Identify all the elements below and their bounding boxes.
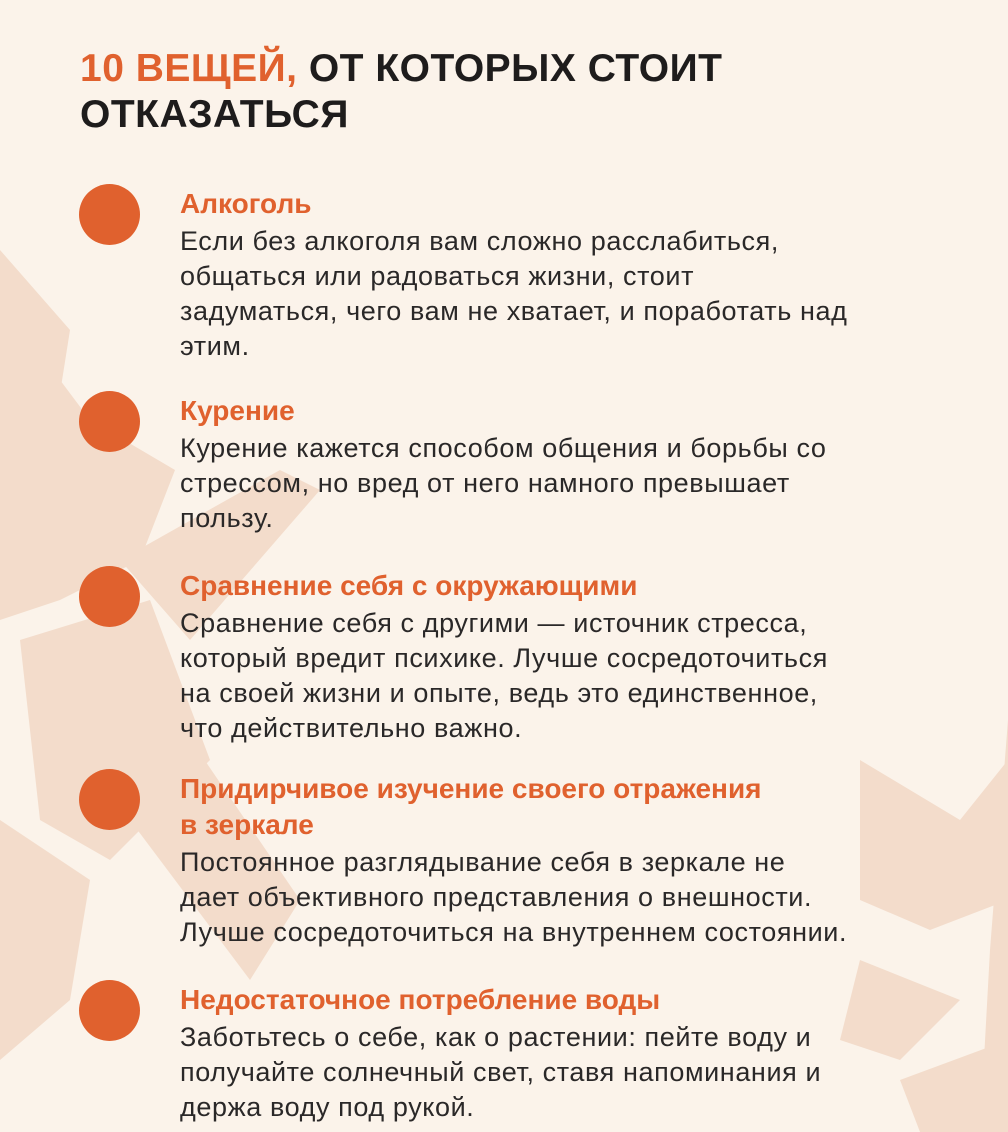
- page-title: [80, 46, 722, 138]
- item-title-line: Придирчивое изучение своего отражения: [180, 773, 762, 804]
- item-text-line: получайте солнечный свет, ставя напоминания и: [180, 1057, 822, 1087]
- item-text-line: Лучше сосредоточиться на внутреннем состоянии.: [180, 917, 848, 947]
- title-accent: 10 ВЕЩЕЙ,: [80, 47, 298, 90]
- title-line2: ОТКАЗАТЬСЯ: [80, 93, 349, 136]
- bullet-circle: [79, 769, 140, 830]
- item-text-line: дает объективного представления о внешности.: [180, 882, 813, 912]
- item-description: [180, 431, 827, 536]
- title-line1: ОТ КОТОРЫХ СТОИТ: [297, 47, 723, 90]
- item-text-line: который вредит психике. Лучше сосредоточиться: [180, 643, 828, 673]
- bullet-circle: [79, 980, 140, 1041]
- item-text-line: Постоянное разглядывание себя в зеркале не: [180, 847, 786, 877]
- item-title: Курение: [180, 395, 295, 426]
- item-text-line: Заботьтесь о себе, как о растении: пейте воду и: [180, 1022, 812, 1052]
- item-text-line: что действительно важно.: [180, 713, 523, 743]
- bullet-circle: [79, 184, 140, 245]
- item-description: [180, 224, 847, 364]
- item-text-line: Курение кажется способом общения и борьбы со: [180, 433, 827, 463]
- item-text-line: держа воду под рукой.: [180, 1092, 475, 1122]
- item-title-line: в зеркале: [180, 809, 314, 840]
- item-title: Алкоголь: [180, 188, 312, 219]
- item-title: Сравнение себя с окружающими: [180, 570, 638, 601]
- item-description: [180, 606, 828, 746]
- item-description: [180, 1020, 821, 1125]
- item-title: Недостаточное потребление воды: [180, 984, 661, 1015]
- item-text-line: общаться или радоваться жизни, стоит: [180, 261, 695, 291]
- item-text-line: Если без алкоголя вам сложно расслабиться,: [180, 226, 779, 256]
- item-description: [180, 845, 847, 950]
- item-text-line: задуматься, чего вам не хватает, и поработать над: [180, 296, 848, 326]
- bullet-circle: [79, 391, 140, 452]
- item-text-line: этим.: [180, 331, 250, 361]
- bullet-circle: [79, 566, 140, 627]
- item-text-line: пользу.: [180, 503, 274, 533]
- item-title: [180, 771, 762, 843]
- item-text-line: стрессом, но вред от него намного превышает: [180, 468, 790, 498]
- item-text-line: на своей жизни и опыте, ведь это единственное,: [180, 678, 818, 708]
- item-text-line: Сравнение себя с другими — источник стресса,: [180, 608, 808, 638]
